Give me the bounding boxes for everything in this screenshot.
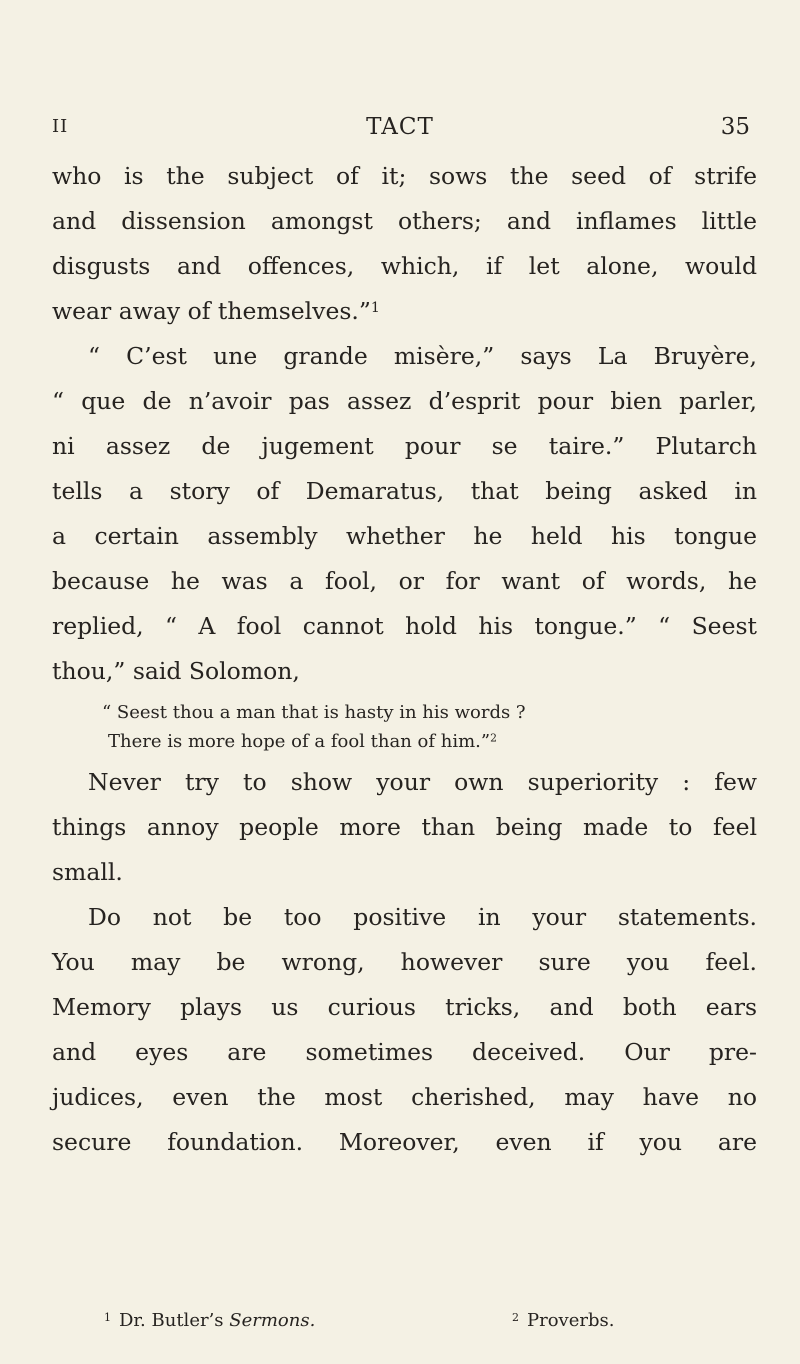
text-line: judices, even the most cherished, may have no xyxy=(52,1083,757,1111)
text-line: Do not be too positive in your statements. xyxy=(88,903,757,931)
footnote-title: Sermons. xyxy=(229,1310,316,1331)
running-title: TACT xyxy=(366,114,434,140)
text-line: Never try to show your own superiority : few xyxy=(88,768,757,796)
paragraph-2 xyxy=(52,334,757,694)
text-line: because he was a fool, or for want of words, he xyxy=(52,567,757,595)
text-line: “ que de n’avoir pas assez d’esprit pour bien parler, xyxy=(52,387,757,415)
page-number: 35 xyxy=(720,114,750,140)
footnote-mark: 1 xyxy=(104,1311,111,1325)
text-line: secure foundation. Moreover, even if you are xyxy=(52,1128,757,1156)
footnote-mark: 2 xyxy=(512,1311,519,1325)
text-line: and eyes are sometimes deceived. Our pre- xyxy=(52,1038,757,1066)
footnote-ref: 1 xyxy=(370,299,380,316)
text-line: small. xyxy=(52,858,123,886)
footnote-2 xyxy=(512,1310,614,1331)
text-line-content: wear away of themselves.” xyxy=(52,297,371,325)
text-line: and dissension amongst others; and inflames little xyxy=(52,207,757,235)
text-line: who is the subject of it; sows the seed of strife xyxy=(52,162,757,190)
text-line xyxy=(52,289,757,334)
text-line: replied, “ A fool cannot hold his tongue.” “ Seest xyxy=(52,612,757,640)
text-line: tells a story of Demaratus, that being asked in xyxy=(52,477,757,505)
page-body xyxy=(52,154,757,1165)
footnote-ref: 2 xyxy=(490,731,497,745)
block-quote xyxy=(102,698,757,756)
paragraph-4 xyxy=(52,895,757,1165)
footnote-1 xyxy=(104,1310,315,1331)
text-line: a certain assembly whether he held his tongue xyxy=(52,522,757,550)
paragraph-1 xyxy=(52,154,757,334)
quote-line xyxy=(102,727,757,756)
text-line: ni assez de jugement pour se taire.” Plutarch xyxy=(52,432,757,460)
text-line: Memory plays us curious tricks, and both ears xyxy=(52,993,757,1021)
text-line: “ C’est une grande misère,” says La Bruyère, xyxy=(88,342,757,370)
footnote-text: Dr. Butler’s xyxy=(119,1310,224,1331)
footnote-text: Proverbs. xyxy=(527,1310,615,1331)
running-header xyxy=(50,114,750,144)
chapter-number: II xyxy=(52,116,69,137)
text-line: things annoy people more than being made to feel xyxy=(52,813,757,841)
quote-line: “ Seest thou a man that is hasty in his words ? xyxy=(102,702,526,723)
text-line: thou,” said Solomon, xyxy=(52,657,300,685)
paragraph-3 xyxy=(52,760,757,895)
quote-line-content: There is more hope of a fool than of him.” xyxy=(108,731,491,752)
text-line: You may be wrong, however sure you feel. xyxy=(52,948,757,976)
text-line: disgusts and offences, which, if let alone, would xyxy=(52,252,757,280)
